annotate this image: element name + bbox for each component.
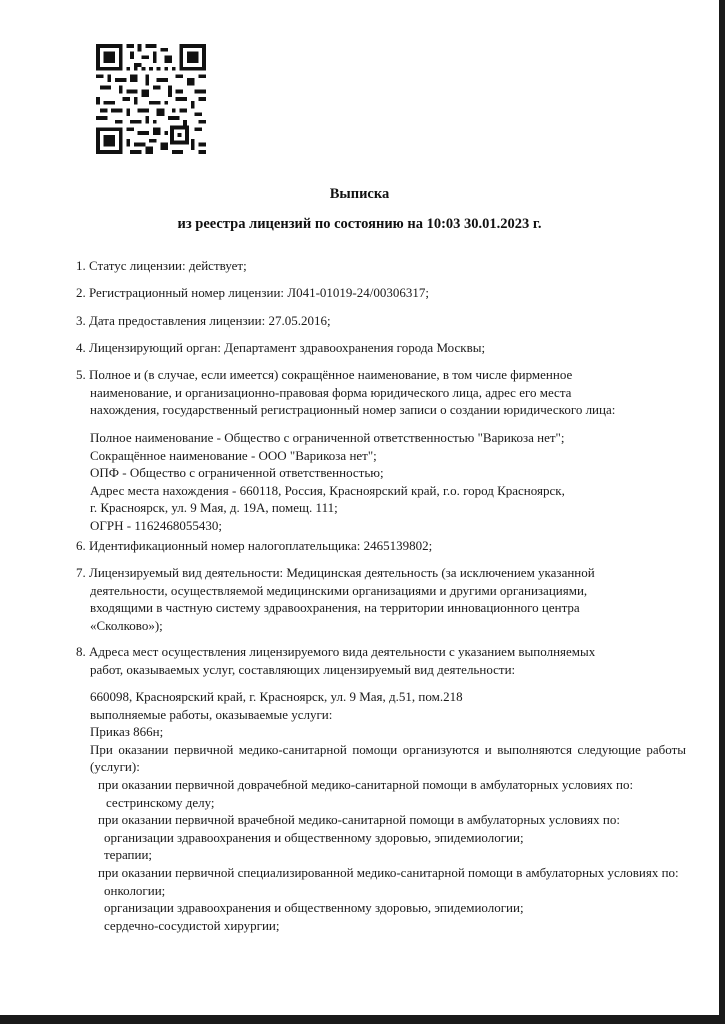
text-line: наименование, и организационно-правовая форма юридического лица, адрес его места bbox=[90, 384, 572, 400]
licensing-authority: 4. Лицензирующий орган: Департамент здравоохранения города Москвы; bbox=[76, 340, 486, 355]
pre-doctor-care-heading: при оказании первичной доврачебной медико-санитарной помощи в амбулаторных условиях по: bbox=[98, 776, 634, 792]
text-line: ОГРН - 1162468055430; bbox=[90, 517, 222, 533]
license-issue-date: 3. Дата предоставления лицензии: 27.05.2016; bbox=[76, 313, 331, 328]
service-nursing: сестринскому делу; bbox=[106, 794, 215, 810]
document-subtitle: из реестра лицензий по состоянию на 10:03 30.01.2023 г. bbox=[177, 216, 542, 232]
item-7-activity bbox=[76, 564, 595, 634]
license-registration-number: 2. Регистрационный номер лицензии: Л041-01019-24/00306317; bbox=[76, 285, 429, 300]
text-line: Сокращённое наименование - ООО "Варикоза нет"; bbox=[90, 447, 377, 463]
text-line: 5. Полное и (в случае, если имеется) сокращённое наименование, в том числе фирменное bbox=[76, 367, 573, 382]
license-status: 1. Статус лицензии: действует; bbox=[76, 258, 247, 273]
text-line: деятельности, осуществляемой медицинскими организациями и другими организациями, bbox=[90, 582, 588, 598]
text-line: 8. Адреса мест осуществления лицензируемого вида деятельности с указанием выполняемых bbox=[76, 644, 596, 659]
service-therapy: терапии; bbox=[104, 847, 153, 863]
works-label: выполняемые работы, оказываемые услуги: bbox=[90, 706, 333, 722]
text-line: Адрес места нахождения - 660118, Россия, Красноярский край, г.о. город Красноярск, bbox=[90, 482, 565, 498]
order-reference: Приказ 866н; bbox=[90, 724, 164, 740]
activity-address-details bbox=[90, 688, 686, 934]
text-line: 7. Лицензируемый вид деятельности: Медицинская деятельность (за исключением указанной bbox=[76, 565, 595, 580]
service-cardiovascular-surgery: сердечно-сосудистой хирургии; bbox=[104, 917, 280, 933]
item-8-heading bbox=[76, 643, 595, 678]
service-oncology: онкологии; bbox=[104, 882, 166, 898]
organization-details bbox=[90, 429, 565, 535]
item-5-heading bbox=[76, 366, 615, 419]
specialized-care-heading: при оказании первичной специализированной медико-санитарной помощи в амбулаторных условиях по: bbox=[98, 864, 679, 880]
text-line: ОПФ - Общество с ограниченной ответственностью; bbox=[90, 465, 384, 481]
service-health-organization: организации здравоохранения и общественному здоровью, эпидемиологии; bbox=[104, 829, 524, 845]
text-line: г. Красноярск, ул. 9 Мая, д. 19А, помещ. 111; bbox=[90, 500, 338, 516]
text-line: входящими в частную систему здравоохранения, на территории инновационного центра bbox=[90, 600, 580, 616]
qr-code-icon bbox=[96, 44, 206, 154]
text-line: нахождения, государственный регистрационный номер записи о создании юридического лица: bbox=[90, 402, 616, 418]
taxpayer-id: 6. Идентификационный номер налогоплательщика: 2465139802; bbox=[76, 538, 433, 553]
text-line: Полное наименование - Общество с ограниченной ответственностью "Варикоза нет"; bbox=[90, 430, 565, 445]
activity-address: 660098, Красноярский край, г. Красноярск, ул. 9 Мая, д.51, пом.218 bbox=[90, 689, 463, 704]
service-health-organization: организации здравоохранения и общественному здоровью, эпидемиологии; bbox=[104, 900, 524, 916]
doctor-care-heading: при оказании первичной врачебной медико-санитарной помощи в амбулаторных условиях по: bbox=[98, 812, 620, 828]
text-line: работ, оказываемых услуг, составляющих лицензируемый вид деятельности: bbox=[90, 661, 516, 677]
primary-care-intro: При оказании первичной медико-санитарной помощи организуются и выполняются следующие работы (услуги): bbox=[90, 741, 686, 775]
text-line: «Сколково»); bbox=[90, 617, 163, 633]
document-title: Выписка bbox=[329, 186, 390, 202]
